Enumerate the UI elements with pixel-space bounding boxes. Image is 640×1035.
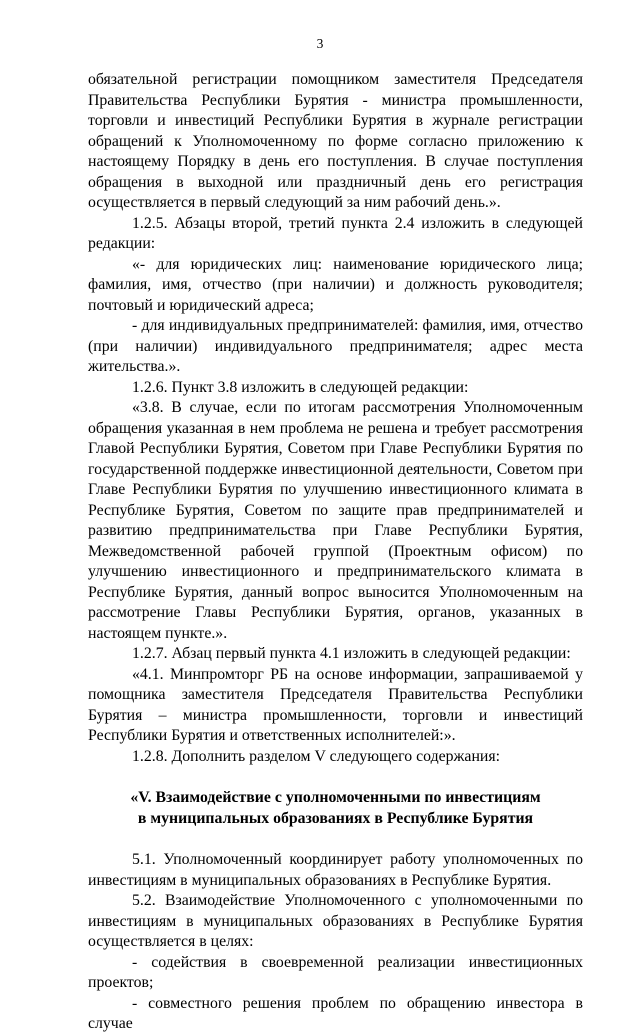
paragraph-5-1: 5.1. Уполномоченный координирует работу уполномоченных по инвестициям в муниципальных образованиях в Республике Бурятия. xyxy=(88,851,583,889)
section-heading-line-2: в муниципальных образованиях в Республике Бурятия xyxy=(137,809,534,827)
page-number: 3 xyxy=(316,36,324,51)
paragraph-registration-continuation: обязательной регистрации помощником заместителя Председателя Правительства Республики Бурятия - министра промышленности, торговли и инвестиций Республики Бурятия в журнале регистрации обращений к Уполномоченному по форме согласно приложению к настоящему Порядку в день его поступления. В случае поступления обращения в выходной или праздничный день его регистрация осуществляется в первый следующий за ним рабочий день.». xyxy=(88,71,583,211)
list-item-problems: - совместного решения проблем по обращению инвестора в случае xyxy=(88,994,583,1032)
paragraph-1-2-5: 1.2.5. Абзацы второй, третий пункта 2.4 изложить в следующей редакции: xyxy=(88,214,583,252)
document-body xyxy=(88,70,583,1035)
paragraph-individual-entrepreneurs: - для индивидуальных предпринимателей: фамилия, имя, отчество (при наличии) индивидуального предпринимателя; адрес места жительства.». xyxy=(88,317,583,375)
paragraph-5-2: 5.2. Взаимодействие Уполномоченного с уполномоченными по инвестициям в муниципальных образованиях в Республике Бурятия осуществляется в целях: xyxy=(88,892,583,950)
list-item-projects: - содействия в своевременной реализации инвестиционных проектов; xyxy=(88,953,583,991)
paragraph-4-1: «4.1. Минпромторг РБ на основе информации, запрашиваемой у помощника заместителя Председателя Правительства Республики Бурятия – министра промышленности, торговли и инвестиций Республики Бурятия и ответственных исполнителей:». xyxy=(88,665,583,744)
paragraph-1-2-8: 1.2.8. Дополнить разделом V следующего содержания: xyxy=(132,747,501,765)
paragraph-legal-entities: «- для юридических лиц: наименование юридического лица; фамилия, имя, отчество (при наличии) и должность руководителя; почтовый и юридический адреса; xyxy=(88,255,583,314)
section-heading-line-1: «V. Взаимодействие с уполномоченными по инвестициям xyxy=(130,789,541,806)
paragraph-3-8: «3.8. В случае, если по итогам рассмотрения Уполномоченным обращения указанная в нем проблема не решена и требует рассмотрения Главой Республики Бурятия, Советом при Главе Республики Бурятия по государственной поддержке инвестиционной деятельности, Советом при Главе Республики Бурятия по улучшению инвестиционного климата в Республике Бурятия, Советом по защите прав предпринимателей и развитию предпринимательства при Главе Республики Бурятия, Межведомственной рабочей группой (Проектным офисом) по улучшению инвестиционного и предпринимательского климата в Республике Бурятия, данный вопрос выносится Уполномоченным на рассмотрение Главы Республики Бурятия, органов, указанных в настоящем пункте.». xyxy=(88,399,583,642)
section-v-heading xyxy=(88,788,583,829)
paragraph-1-2-6: 1.2.6. Пункт 3.8 изложить в следующей редакции: xyxy=(132,378,469,396)
paragraph-1-2-7: 1.2.7. Абзац первый пункта 4.1 изложить в следующей редакции: xyxy=(132,645,571,662)
